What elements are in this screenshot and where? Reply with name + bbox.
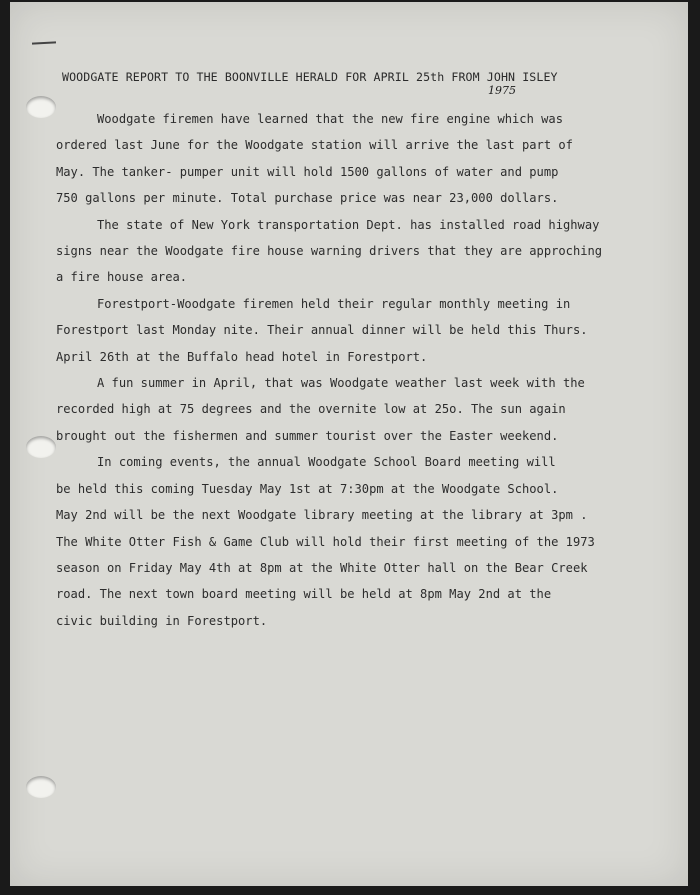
binder-hole-top	[26, 96, 56, 118]
text-line: The state of New York transportation Dept. has installed road highway	[97, 217, 600, 232]
text-line: signs near the Woodgate fire house warning drivers that they are approching	[56, 244, 603, 259]
text-line: be held this coming Tuesday May 1st at 7:30pm at the Woodgate School.	[56, 481, 559, 496]
text-line: May. The tanker- pumper unit will hold 1500 gallons of water and pump	[56, 164, 559, 179]
handwritten-year: 1975	[488, 84, 516, 97]
text-line: Forestport-Woodgate firemen held their regular monthly meeting in	[97, 296, 571, 311]
text-line: May 2nd will be the next Woodgate library meeting at the library at 3pm .	[56, 508, 588, 523]
text-line: A fun summer in April, that was Woodgate weather last week with the	[97, 376, 585, 391]
text-line: 750 gallons per minute. Total purchase price was near 23,000 dollars.	[56, 191, 559, 206]
text-line: The White Otter Fish & Game Club will hold their first meeting of the 1973	[56, 534, 595, 549]
text-line: ordered last June for the Woodgate station will arrive the last part of	[56, 138, 573, 153]
binder-hole-middle	[26, 436, 56, 458]
text-line: Woodgate firemen have learned that the new fire engine which was	[97, 112, 563, 126]
pencil-mark	[32, 41, 56, 44]
text-line: brought out the fishermen and summer tourist over the Easter weekend.	[56, 428, 559, 443]
document-page	[10, 2, 688, 886]
binder-hole-bottom	[26, 776, 56, 798]
report-body	[56, 106, 676, 634]
text-line: In coming events, the annual Woodgate School Board meeting will	[97, 455, 556, 470]
text-line: civic building in Forestport.	[56, 613, 268, 628]
text-line: Forestport last Monday nite. Their annual dinner will be held this Thurs.	[56, 323, 588, 338]
text-line: recorded high at 75 degrees and the overnite low at 25o. The sun again	[56, 402, 566, 417]
text-line: road. The next town board meeting will be held at 8pm May 2nd at the	[56, 587, 552, 602]
text-line: season on Friday May 4th at 8pm at the White Otter hall on the Bear Creek	[56, 560, 588, 575]
report-header: WOODGATE REPORT TO THE BOONVILLE HERALD FOR APRIL 25th FROM JOHN ISLEY	[62, 70, 558, 84]
text-line: a fire house area.	[56, 270, 188, 285]
text-line: April 26th at the Buffalo head hotel in Forestport.	[56, 349, 428, 364]
